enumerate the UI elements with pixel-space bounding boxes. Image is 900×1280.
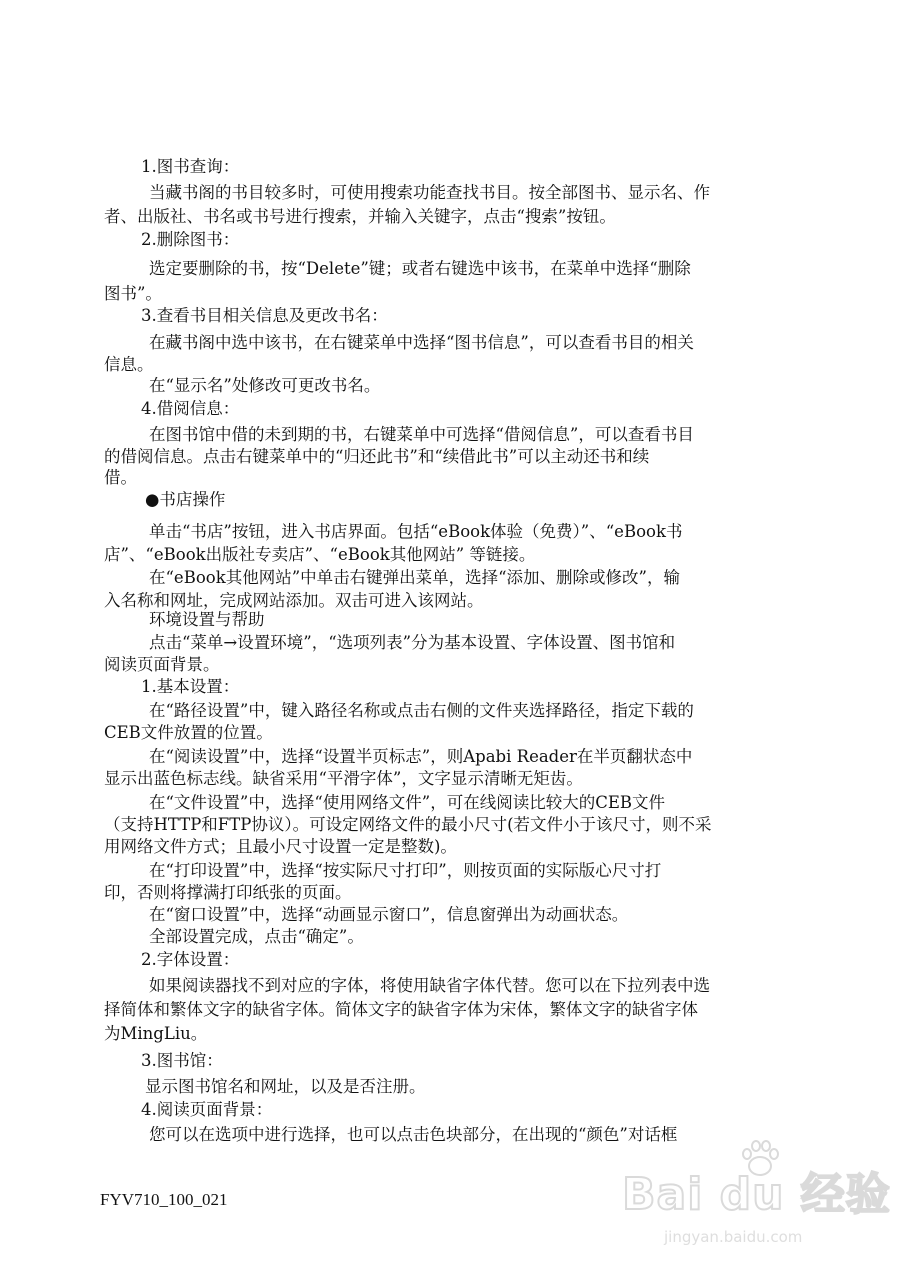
heading-basic-settings: 1.基本设置： xyxy=(141,677,240,696)
paragraph-line: 在图书馆中借的未到期的书，右键菜单中可选择“借阅信息”，可以查看书目 xyxy=(149,425,694,444)
paragraph-line: 者、出版社、书名或书号进行搜索，并输入关键字，点击“搜索”按钮。 xyxy=(104,207,616,226)
heading-delete-book: 2.删除图书： xyxy=(141,230,240,249)
section-bookstore: ●书店操作 xyxy=(145,490,226,509)
paragraph-line: 在藏书阁中选中该书，在右键菜单中选择“图书信息”，可以查看书目的相关 xyxy=(149,333,694,352)
paragraph-line: 当藏书阁的书目较多时，可使用搜索功能查找书目。按全部图书、显示名、作 xyxy=(149,183,710,202)
watermark-logo-text: Bai du 经验 xyxy=(622,1169,891,1220)
paragraph-line: 借。 xyxy=(104,468,137,487)
heading-reading-background: 4.阅读页面背景： xyxy=(141,1100,273,1119)
paragraph-line: 印，否则将撑满打印纸张的页面。 xyxy=(104,883,352,902)
heading-book-search: 1.图书查询： xyxy=(141,157,240,176)
paragraph-line: 店”、“eBook出版社专卖店”、“eBook其他网站” 等链接。 xyxy=(104,545,536,564)
paragraph-line: 在“阅读设置”中，选择“设置半页标志”，则Apabi Reader在半页翻状态中 xyxy=(149,747,693,766)
paragraph-line: 用网络文件方式；且最小尺寸设置一定是整数)。 xyxy=(104,837,457,856)
paragraph-line: 的借阅信息。点击右键菜单中的“归还此书”和“续借此书”可以主动还书和续 xyxy=(104,447,650,466)
section-settings-help: 环境设置与帮助 xyxy=(149,610,265,629)
paragraph-line: 信息。 xyxy=(104,355,154,374)
paragraph-line: 显示出蓝色标志线。缺省采用“平滑字体”，文字显示清晰无矩齿。 xyxy=(104,769,583,788)
paragraph-line: 图书”。 xyxy=(104,284,162,303)
paragraph-line: 在“文件设置”中，选择“使用网络文件”，可在线阅读比较大的CEB文件 xyxy=(149,793,666,812)
paragraph-line: 在“打印设置”中，选择“按实际尺寸打印”，则按页面的实际版心尺寸打 xyxy=(149,861,662,880)
paragraph-line: 如果阅读器找不到对应的字体，将使用缺省字体代替。您可以在下拉列表中选 xyxy=(149,976,710,995)
watermark-url: jingyan.baidu.com xyxy=(664,1228,803,1246)
paragraph-line: 在“窗口设置”中，选择“动画显示窗口”，信息窗弹出为动画状态。 xyxy=(149,905,629,924)
heading-book-info: 3.查看书目相关信息及更改书名： xyxy=(141,306,388,325)
paragraph-line: 为MingLiu。 xyxy=(104,1024,208,1043)
paragraph-line: 选定要删除的书，按“Delete”键；或者右键选中该书，在菜单中选择“删除 xyxy=(149,259,691,278)
paragraph-line: CEB文件放置的位置。 xyxy=(104,723,273,742)
paragraph-line: 单击“书店”按钮，进入书店界面。包括“eBook体验（免费）”、“eBook书 xyxy=(149,522,683,541)
paragraph-line: 在“显示名”处修改可更改书名。 xyxy=(149,376,381,395)
paragraph-line: 点击“菜单→设置环境”，“选项列表”分为基本设置、字体设置、图书馆和 xyxy=(149,633,676,652)
paragraph-line: （支持HTTP和FTP协议）。可设定网络文件的最小尺寸(若文件小于该尺寸，则不采 xyxy=(104,815,712,834)
paragraph-line: 阅读页面背景。 xyxy=(104,655,220,674)
paragraph-line: 在“eBook其他网站”中单击右键弹出菜单，选择“添加、删除或修改”，输 xyxy=(149,568,680,587)
baidu-jingyan-watermark xyxy=(622,1140,891,1260)
footer-document-code: FYV710_100_021 xyxy=(100,1190,228,1209)
paragraph-line: 择简体和繁体文字的缺省字体。简体文字的缺省字体为宋体，繁体文字的缺省字体 xyxy=(104,1000,698,1019)
heading-borrow-info: 4.借阅信息： xyxy=(141,399,240,418)
paragraph-line: 您可以在选项中进行选择，也可以点击色块部分，在出现的“颜色”对话框 xyxy=(149,1125,678,1144)
heading-font-settings: 2.字体设置： xyxy=(141,950,240,969)
paragraph-line: 全部设置完成，点击“确定”。 xyxy=(149,927,364,946)
paragraph-line: 显示图书馆名和网址，以及是否注册。 xyxy=(145,1077,426,1096)
paragraph-line: 在“路径设置”中，键入路径名称或点击右侧的文件夹选择路径，指定下载的 xyxy=(149,701,694,720)
heading-library: 3.图书馆： xyxy=(141,1051,223,1070)
paragraph-line: 入名称和网址，完成网站添加。双击可进入该网站。 xyxy=(104,591,484,610)
